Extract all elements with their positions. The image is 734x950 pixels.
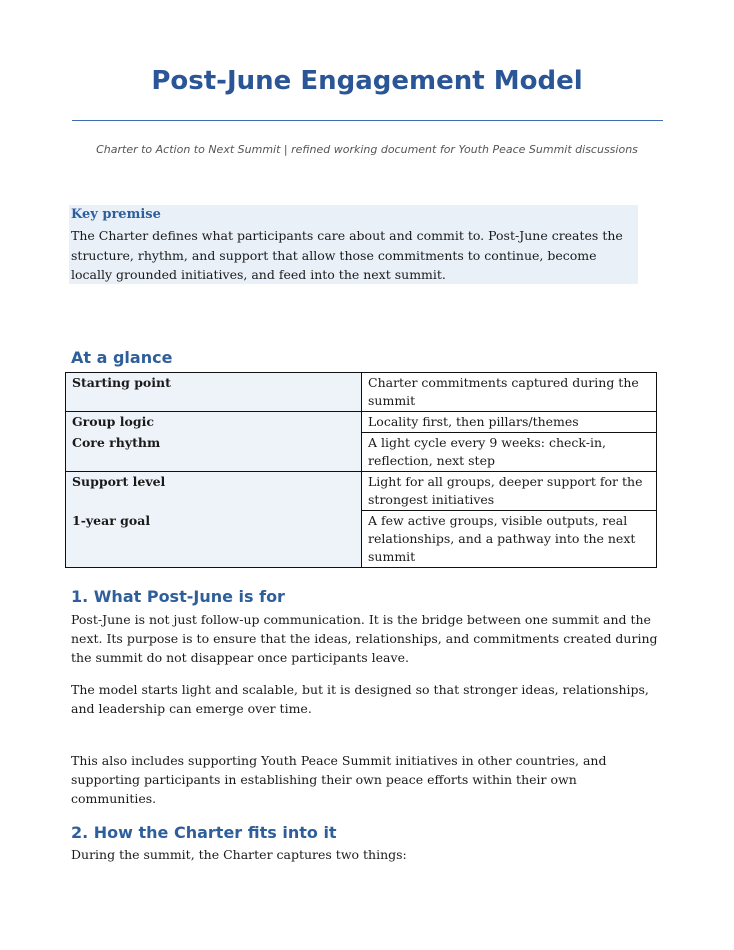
section-1-heading: 1. What Post-June is for	[71, 587, 285, 606]
document-subtitle: Charter to Action to Next Summit | refined working document for Youth Peace Summit discussions	[96, 143, 638, 156]
row-value-support-level: Light for all groups, deeper support for the strongest initiatives	[362, 472, 657, 511]
section-1-paragraph-1: Post-June is not just follow-up communication. It is the bridge between one summit and the next. Its purpose is to ensure that the ideas, relationships, and commitments created during the summit do not disappear once participants leave.	[71, 612, 658, 665]
section-1-paragraph-2: The model starts light and scalable, but it is designed so that stronger ideas, relationships, and leadership can emerge over time.	[71, 682, 649, 716]
table-row	[66, 472, 657, 511]
row-label-core-rhythm: Core rhythm	[66, 433, 362, 472]
row-value-group-logic: Locality first, then pillars/themes	[362, 412, 657, 433]
row-label-support-level: Support level	[66, 472, 362, 511]
title-rule	[72, 120, 663, 121]
row-value-1-year-goal: A few active groups, visible outputs, real relationships, and a pathway into the next summit	[362, 511, 657, 568]
at-a-glance-heading: At a glance	[71, 348, 173, 367]
row-label-group-logic: Group logic	[66, 412, 362, 433]
row-label-1-year-goal: 1-year goal	[66, 511, 362, 568]
table-row	[66, 511, 657, 568]
section-2-paragraph-1: During the summit, the Charter captures two things:	[71, 847, 407, 862]
key-premise-body: The Charter defines what participants care about and commit to. Post-June creates the structure, rhythm, and support that allow those commitments to continue, become locally grounded initiatives, and feed into the next summit.	[71, 228, 623, 282]
row-value-starting-point: Charter commitments captured during the summit	[362, 373, 657, 412]
row-label-starting-point: Starting point	[66, 373, 362, 412]
at-a-glance-table	[65, 372, 657, 568]
table-row	[66, 373, 657, 412]
table-row	[66, 412, 657, 433]
section-1-paragraph-3: This also includes supporting Youth Peace Summit initiatives in other countries, and supporting participants in establishing their own peace efforts within their own communities.	[71, 753, 607, 806]
document-title: Post-June Engagement Model	[151, 66, 583, 96]
table-row	[66, 433, 657, 472]
row-value-core-rhythm: A light cycle every 9 weeks: check-in, reflection, next step	[362, 433, 657, 472]
key-premise-box	[69, 205, 638, 284]
key-premise-heading: Key premise	[71, 207, 161, 222]
section-2-heading: 2. How the Charter fits into it	[71, 823, 337, 842]
